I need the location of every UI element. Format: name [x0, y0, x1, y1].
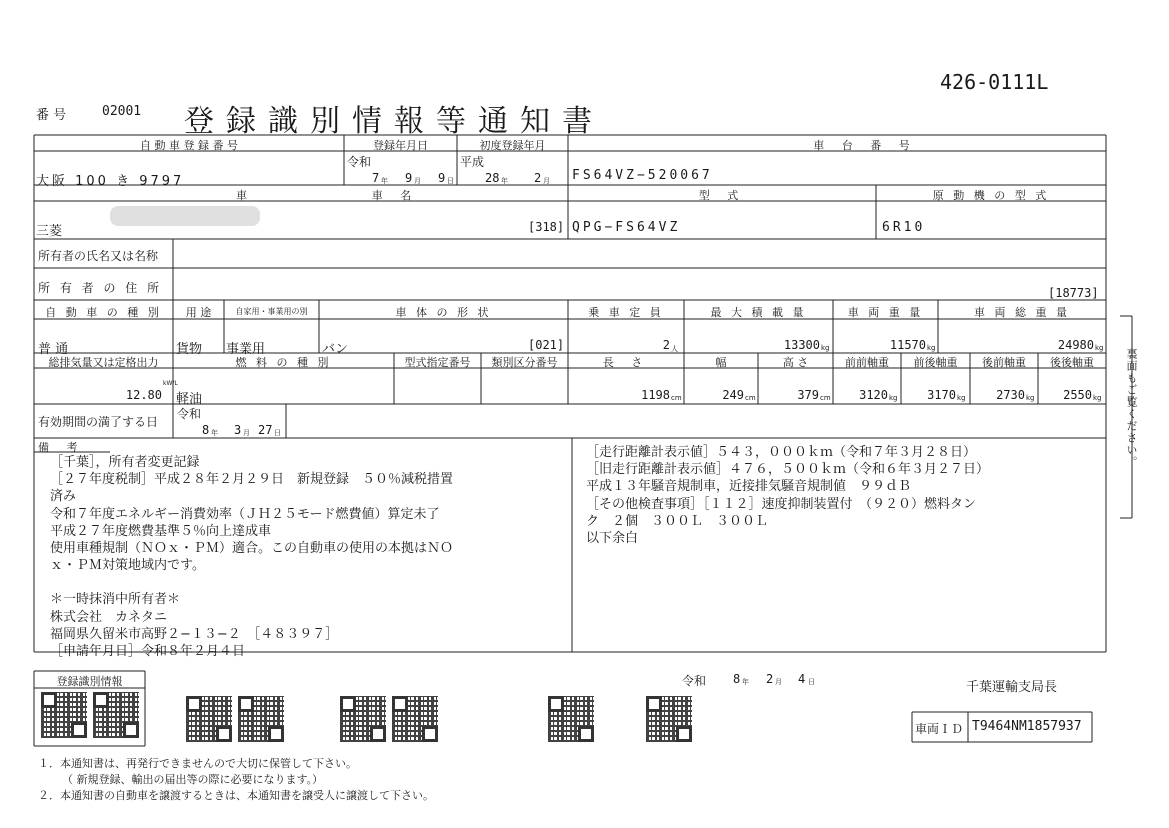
expiry-month: 3 [234, 423, 242, 437]
max-load-unit: kg [821, 344, 830, 352]
reg-day: 9 [438, 171, 446, 185]
expiry-label: 有効期間の満了する日 [38, 415, 159, 429]
displacement-unit: kW/L [163, 380, 178, 387]
first-month: 2 [534, 171, 542, 185]
length-value: 1198 [641, 388, 670, 402]
fr-axle-label: 前後軸重 [913, 356, 958, 369]
width-label: 幅 [715, 356, 727, 369]
page-title: 登録識別情報等通知書 [184, 104, 604, 139]
rf-axle-unit: kg [1026, 394, 1035, 402]
height-unit: cm [820, 394, 831, 402]
reg-era: 令和 [347, 155, 372, 169]
remarks-line: 株式会社 カネタニ [50, 609, 168, 625]
issue-day-unit: 日 [808, 678, 815, 686]
issue-era: 令和 [682, 674, 707, 688]
qr-box-label: 登録識別情報 [56, 675, 123, 688]
remarks-left [50, 454, 453, 660]
serial-label: 番 号 [36, 108, 67, 123]
gross-label: 車 両 総 重 量 [974, 306, 1070, 319]
engine-model: 6R10 [882, 220, 926, 235]
first-month-unit: 月 [543, 177, 550, 185]
side-note: 裏面もご覧ください。 [1125, 348, 1138, 468]
name-label-left: 車 [236, 189, 254, 202]
engine-label: 原 動 機 の 型 式 [932, 189, 1050, 202]
ff-axle-value: 3120 [859, 388, 888, 402]
issue-month: 2 [766, 672, 774, 686]
vehicle-id-label: 車両ＩＤ [915, 722, 964, 736]
remarks-line: ［その他検査事項］［１１２］速度抑制装置付 （９２０）燃料タン [586, 496, 977, 512]
rr-axle-unit: kg [1093, 394, 1102, 402]
issue-month-unit: 月 [775, 678, 782, 686]
remarks-line: ［申請年月日］令和８年２月４日 [50, 644, 246, 660]
capacity-value: 2 [662, 338, 670, 352]
remarks-line: 福岡県久留米市高野２−１３−２ ［４８３９７］ [50, 626, 339, 642]
weight-label: 車 両 重 量 [847, 306, 924, 319]
remarks-line: 使用車種規制（ＮＯｘ・ＰＭ）適合。この自動車の使用の本拠はＮＯ [50, 541, 454, 557]
use-label: 用 途 [185, 306, 212, 319]
issue-year-unit: 年 [742, 678, 749, 686]
ff-axle-label: 前前軸重 [845, 356, 889, 369]
reg-month: 9 [405, 171, 413, 185]
class-no-label: 類別区分番号 [491, 356, 558, 369]
remarks-line: ｘ・ＰＭ対策地域内です。 [50, 558, 205, 574]
model-label: 型 式 [698, 189, 746, 202]
remarks-line: 以下余白 [586, 531, 639, 547]
remarks-line: ［旧走行距離計表示値］４７６，５００ｋｍ（令和６年３月２７日） [586, 462, 990, 478]
rr-axle-label: 後後軸重 [1050, 356, 1094, 369]
remarks-line: 令和７年度エネルギー消費効率（ＪＨ２５モード燃費値）算定未了 [50, 506, 440, 522]
remarks-line: 平成１３年騒音規制車，近接排気騒音規制値 ９９ｄＢ [586, 479, 912, 495]
width-value: 249 [722, 388, 744, 402]
body-label: 車 体 の 形 状 [395, 306, 492, 319]
first-reg-label: 初度登録年月 [479, 139, 546, 152]
gross-value: 24980 [1057, 338, 1094, 352]
issuing-authority: 千葉運輸支局長 [966, 680, 1058, 695]
max-load-label: 最 大 積 載 量 [710, 306, 807, 319]
remarks-label: 備 考 [38, 441, 85, 454]
remarks-line: ［２７年度税制］平成２８年２月２９日 新規登録 ５０％減税措置 [50, 472, 454, 488]
owner-address-label: 所 有 者 の 住 所 [38, 281, 163, 295]
height-label: 高 さ [782, 356, 809, 369]
weight-value: 11570 [889, 338, 926, 352]
remarks-right [586, 444, 989, 547]
footer-note: （ 新規登録、輸出の届出等の際に必要になります。） [62, 773, 324, 786]
displacement-label: 総排気量又は定格出力 [48, 356, 159, 369]
fuel-type: 軽油 [176, 392, 203, 407]
qr-code-icon [340, 696, 386, 742]
qr-code-icon [41, 692, 87, 738]
issue-year: 8 [733, 672, 741, 686]
footer-notes [38, 756, 434, 804]
footer-note: ２．本通知書の自動車を譲渡するときは、本通知書を譲受人に譲渡して下さい。 [38, 789, 434, 802]
expiry-era: 令和 [177, 407, 202, 421]
rf-axle-label: 後前軸重 [982, 356, 1026, 369]
rr-axle-value: 2550 [1063, 388, 1092, 402]
reg-month-unit: 月 [414, 177, 421, 185]
remarks-line: 平成２７年度燃費基準５％向上達成車 [50, 523, 272, 539]
length-label: 長 さ [602, 356, 650, 369]
redacted-model-name [110, 206, 260, 226]
body-code: [021] [528, 338, 565, 352]
qr-code-icon [238, 696, 284, 742]
rf-axle-value: 2730 [996, 388, 1025, 402]
qr-code-icon [186, 696, 232, 742]
first-era: 平成 [460, 155, 485, 169]
remarks-line: ［走行距離計表示値］５４３，０００ｋｍ（令和７年３月２８日） [586, 445, 977, 460]
remarks-line: 済み [50, 489, 77, 505]
weight-unit: kg [927, 344, 936, 352]
expiry-day: 27 [258, 423, 273, 437]
qr-code-icon [392, 696, 438, 742]
reg-year: 7 [372, 171, 380, 185]
kind-label: 自 動 車 の 種 別 [45, 306, 162, 319]
vehicle-id: T9464NM1857937 [972, 719, 1082, 734]
length-unit: cm [671, 394, 682, 402]
fr-axle-unit: kg [957, 394, 966, 402]
capacity-unit: 人 [671, 345, 678, 353]
gross-unit: kg [1095, 344, 1104, 352]
reg-date-label: 登録年月日 [373, 139, 428, 152]
chassis-number: FS64VZ−520067 [572, 168, 713, 183]
fuel-label: 燃 料 の 種 別 [235, 356, 332, 369]
owner-address-code: [18773] [1048, 286, 1099, 300]
name-code: [318] [528, 220, 565, 234]
body-shape: バン [322, 342, 349, 357]
vehicle-use: 貨物 [176, 342, 203, 357]
maker: 三菱 [36, 224, 63, 239]
stamp-ref: 426-0111L [940, 70, 1049, 94]
remarks-line: ク ２個 ３００Ｌ ３００Ｌ [586, 513, 769, 529]
reg-number-label: 自 動 車 登 録 番 号 [140, 139, 238, 152]
serial-value: 02001 [102, 104, 142, 119]
qr-code-icon [93, 692, 139, 738]
reg-year-unit: 年 [381, 177, 388, 185]
footer-note: １．本通知書は、再発行できませんので大切に保管して下さい。 [38, 757, 357, 770]
expiry-day-unit: 日 [274, 429, 281, 437]
remarks-line [50, 574, 453, 591]
remarks-line: ［千葉］，所有者変更記録 [50, 455, 200, 470]
fr-axle-value: 3170 [927, 388, 956, 402]
reg-day-unit: 日 [447, 177, 454, 185]
width-unit: cm [745, 394, 756, 402]
name-label: 車 名 [371, 189, 419, 202]
ff-axle-unit: kg [889, 394, 898, 402]
owner-name-label: 所有者の氏名又は名称 [38, 249, 159, 263]
reg-number: 大阪 100 き 9797 [36, 174, 185, 189]
vehicle-private: 事業用 [226, 342, 266, 357]
qr-code-icon [548, 696, 594, 742]
max-load-value: 13300 [783, 338, 820, 352]
remarks-line: ＊一時抹消中所有者＊ [50, 592, 181, 608]
expiry-year-unit: 年 [211, 429, 218, 437]
issue-day: 4 [798, 672, 806, 686]
model: QPG−FS64VZ [572, 220, 681, 235]
displacement-value: 12.80 [125, 388, 162, 402]
chassis-label: 車 台 番 号 [813, 139, 917, 152]
expiry-month-unit: 月 [243, 429, 250, 437]
expiry-year: 8 [202, 423, 210, 437]
first-year: 28 [485, 171, 500, 185]
first-year-unit: 年 [501, 177, 508, 185]
capacity-label: 乗 車 定 員 [588, 306, 664, 319]
vehicle-kind: 普 通 [38, 342, 69, 357]
qr-code-icon [646, 696, 692, 742]
height-value: 379 [797, 388, 819, 402]
private-label: 自家用・事業用の別 [235, 307, 308, 316]
type-no-label: 型式指定番号 [404, 356, 471, 369]
